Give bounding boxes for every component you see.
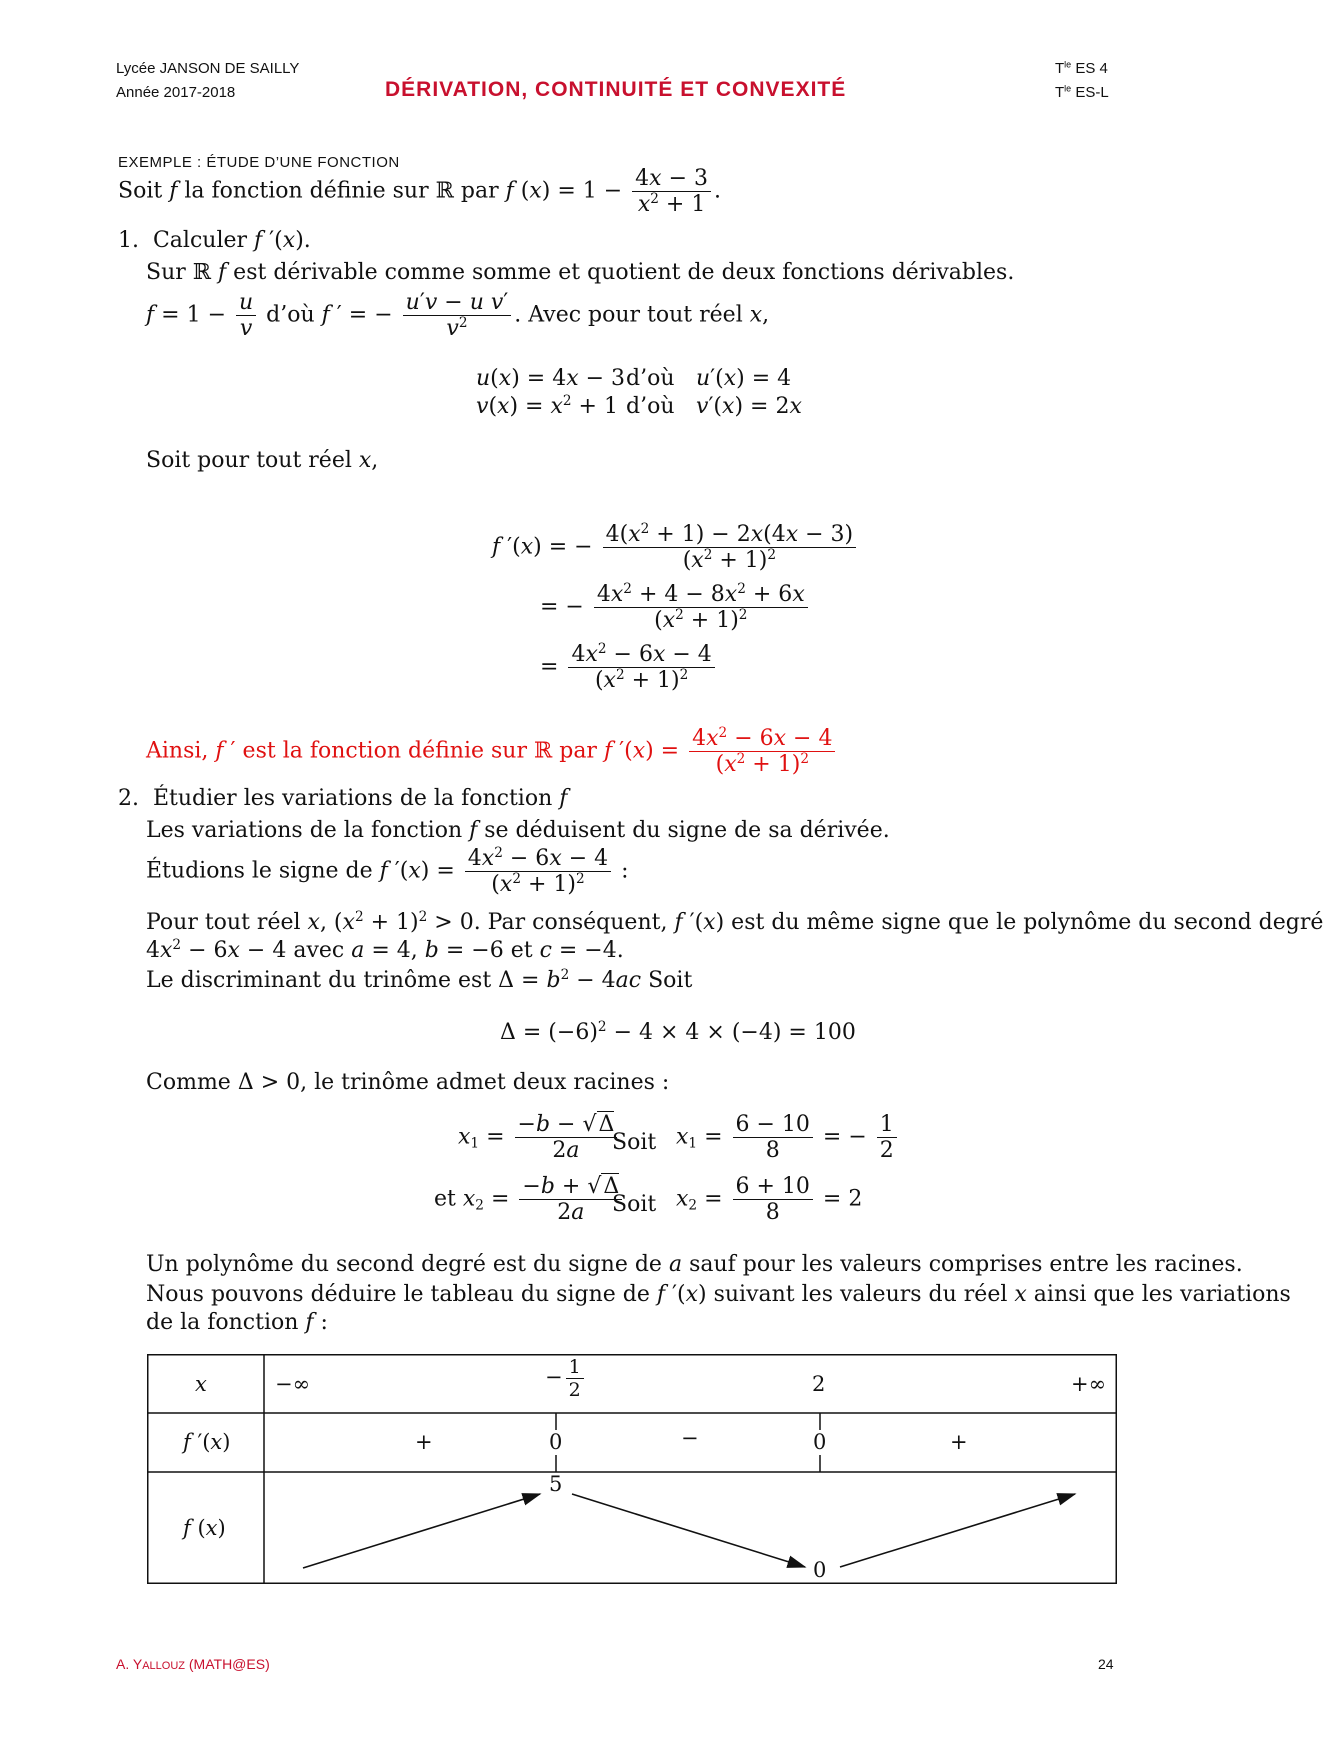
x-minus-half: − $\frac{1}{2}$ [545, 1356, 587, 1401]
q1-formula: f = 1 − $\frac{u}{v}$ d’où f ′ = − $\frac{\text{u′v − u v′}}{v^2}$ . Avec pour tout réel x, [146, 290, 770, 341]
footer-author: A. YALLOUZ (MATH@ES) [116, 1656, 270, 1672]
fprime-step3: = $\frac{4x^2 - 6x - 4}{(x^2 + 1)^2}$ [540, 642, 718, 693]
q2-text8: Nous pouvons déduire le tableau du signe de f ′(x) suivant les valeurs du réel x ainsi que les variations [146, 1282, 1291, 1307]
q1-conclusion: Ainsi, f ′ est la fonction définie sur ℝ par f ′(x) = $\frac{4x^2 - 6x - 4}{(x^2 + 1)^2}$ [146, 726, 838, 777]
u-prime: u′(x) = 4 [696, 366, 792, 391]
v-def: $v(x) = x^2 + 1$ [476, 392, 618, 419]
row-label-f: f (x) [183, 1516, 226, 1540]
x-plus-infinity: +∞ [1071, 1372, 1107, 1396]
v-prime: v′(x) = 2x [696, 394, 802, 419]
sign-plus-2: + [950, 1430, 968, 1454]
arrow-increasing-2 [840, 1494, 1075, 1567]
root-x2-formula: et $x_2$ = $\frac{-b + √\Delta}{2a}$ [434, 1174, 625, 1225]
sign-zero-2: 0 [813, 1430, 827, 1454]
x-minus-infinity: −∞ [275, 1372, 311, 1396]
class-label-2: $T^{le}$ ES-L [1055, 83, 1109, 101]
q2-text9: de la fonction f : [146, 1310, 328, 1335]
root-x1-value: $x_1$ = $\frac{6 - 10}{8}$ = − $\frac{1}{2}$ [676, 1112, 900, 1163]
variation-table [147, 1354, 1117, 1584]
q2-text2: Étudions le signe de f ′(x) = $\frac{4x^2 - 6x - 4}{(x^2 + 1)^2}$ : [146, 844, 629, 897]
q1-title: 1. Calculer f ′(x). [118, 228, 311, 253]
fprime-step2: = − $\frac{4x^2 + 4 - 8x^2 + 6x}{(x^2 + 1)^2}$ [540, 582, 811, 633]
q2-text3: Pour tout réel x, $(x^2 + 1)^2 > 0$. Par conséquent, f ′(x) est du même signe que le polynôme du second degré [146, 908, 1323, 935]
f-min-value: 0 [813, 1558, 827, 1582]
section-label: EXEMPLE : ÉTUDE D’UNE FONCTION [118, 154, 400, 171]
row-label-fprime: f ′(x) [183, 1430, 231, 1454]
q1-text3: Soit pour tout réel x, [146, 448, 379, 473]
delta-calc: $\Delta = (-6)^2 - 4 \times 4 \times (-4) = 100$ [500, 1018, 856, 1045]
q2-title: 2. Étudier les variations de la fonction f [118, 786, 568, 811]
q2-text6: Comme Δ > 0, le trinôme admet deux racines : [146, 1070, 670, 1095]
row-label-x: x [195, 1372, 207, 1396]
intro-line: Soit f la fonction définie sur ℝ par f (x) = 1 − $\frac{4x - 3}{x^2 + 1}$ . [118, 166, 722, 217]
sign-minus: − [681, 1426, 699, 1450]
q2-text4: $4x^2 - 6x - 4$ avec a = 4, b = −6 et c = −4. [146, 936, 624, 963]
school-name: Lycée JANSON DE SAILLY [116, 60, 300, 77]
root-x1-formula: $x_1$ = $\frac{-b - √\Delta}{2a}$ [458, 1112, 620, 1163]
page-title: DÉRIVATION, CONTINUITÉ ET CONVEXITÉ [385, 78, 847, 101]
footer-page-number: 24 [1098, 1656, 1114, 1672]
q2-text5: Le discriminant du trinôme est $\Delta = b^2 - 4ac$ Soit [146, 966, 693, 993]
u-def: u(x) = 4x − 3 [476, 366, 626, 391]
q1-text1: Sur ℝ f est dérivable comme somme et quotient de deux fonctions dérivables. [146, 260, 1015, 285]
x-two: 2 [812, 1372, 826, 1396]
arrow-decreasing [572, 1494, 805, 1567]
sign-plus-1: + [415, 1430, 433, 1454]
arrow-increasing-1 [303, 1494, 540, 1568]
root-x2-value: $x_2$ = $\frac{6 + 10}{8}$ = 2 [676, 1174, 863, 1225]
fprime-step1: f ′(x) = − $\frac{4(x^2 + 1) - 2x(4x - 3)}{(x^2 + 1)^2}$ [492, 522, 859, 573]
sign-zero-1: 0 [549, 1430, 563, 1454]
f-max-value: 5 [549, 1472, 563, 1496]
school-year: Année 2017-2018 [116, 84, 236, 101]
class-label-1: $T^{le}$ ES 4 [1055, 59, 1108, 77]
q2-text1: Les variations de la fonction f se déduisent du signe de sa dérivée. [146, 818, 890, 843]
q2-text7: Un polynôme du second degré est du signe de a sauf pour les valeurs comprises entre les racines. [146, 1252, 1243, 1277]
